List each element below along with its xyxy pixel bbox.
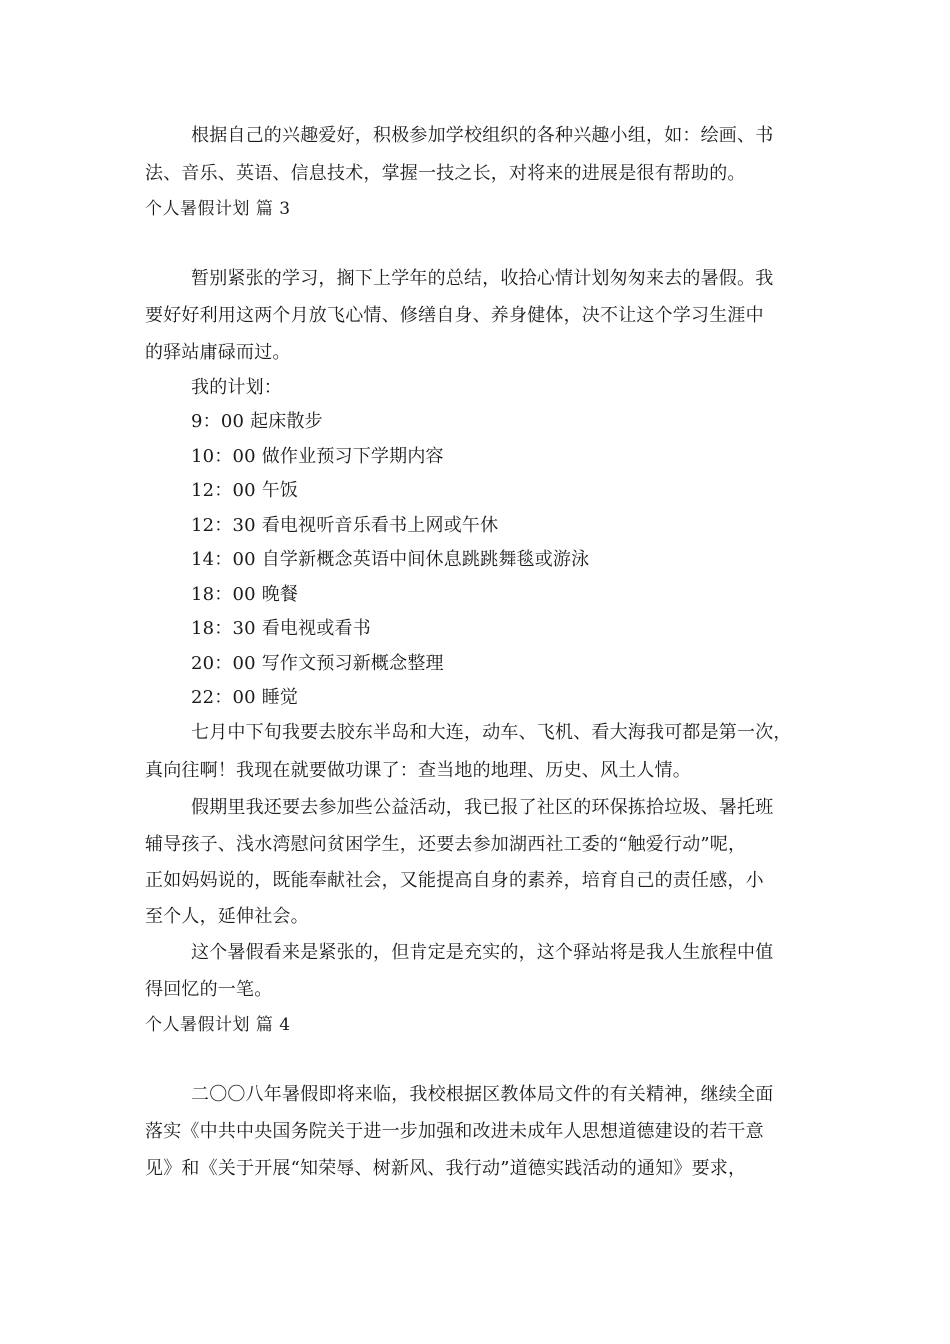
paragraph-line: 假期里我还要去参加些公益活动，我已报了社区的环保拣拾垃圾、暑托班 [191,797,774,818]
schedule-item: 18：00 晚餐 [191,584,299,605]
schedule-item: 10：00 做作业预习下学期内容 [191,446,444,467]
schedule-item: 20：00 写作文预习新概念整理 [191,653,444,674]
paragraph-line: 这个暑假看来是紧张的，但肯定是充实的，这个驿站将是我人生旅程中值 [191,942,774,963]
paragraph-line: 法、音乐、英语、信息技术，掌握一技之长，对将来的进展是很有帮助的。 [145,163,746,184]
plan-heading: 我的计划： [191,377,282,398]
paragraph-line: 七月中下旬我要去胶东半岛和大连，动车、飞机、看大海我可都是第一次， [191,722,792,743]
paragraph-line: 见》和《关于开展“知荣辱、树新风、我行动”道德实践活动的通知》要求， [145,1158,747,1179]
schedule-item: 14：00 自学新概念英语中间休息跳跳舞毯或游泳 [191,549,590,570]
paragraph-line: 要好好利用这两个月放飞心情、修缮自身、养身健体，决不让这个学习生涯中 [145,305,764,326]
paragraph-line: 落实《中共中央国务院关于进一步加强和改进未成年人思想道德建设的若干意 [145,1121,764,1142]
paragraph-line: 的驿站庸碌而过。 [145,342,291,363]
paragraph-line: 真向往啊！我现在就要做功课了：查当地的地理、历史、风土人情。 [145,760,691,781]
paragraph-line: 正如妈妈说的，既能奉献社会，又能提高自身的素养，培育自己的责任感，小 [145,870,764,891]
paragraph-line: 根据自己的兴趣爱好，积极参加学校组织的各种兴趣小组，如：绘画、书 [191,125,774,146]
paragraph-line: 暂别紧张的学习，搁下上学年的总结，收拾心情计划匆匆来去的暑假。我 [191,268,774,289]
section-heading: 个人暑假计划 篇 3 [145,199,291,219]
schedule-item: 9：00 起床散步 [191,411,323,432]
paragraph-line: 辅导孩子、浅水湾慰问贫困学生，还要去参加湖西社工委的“触爱行动”呢， [145,834,747,855]
section-heading: 个人暑假计划 篇 4 [145,1015,291,1035]
paragraph-line: 至个人，延伸社会。 [145,906,309,927]
paragraph-line: 二〇〇八年暑假即将来临，我校根据区教体局文件的有关精神，继续全面 [191,1084,774,1105]
schedule-item: 12：00 午饭 [191,480,299,501]
schedule-item: 12：30 看电视听音乐看书上网或午休 [191,515,499,536]
paragraph-line: 得回忆的一笔。 [145,979,273,1000]
schedule-item: 22：00 睡觉 [191,687,299,708]
schedule-item: 18：30 看电视或看书 [191,618,371,639]
